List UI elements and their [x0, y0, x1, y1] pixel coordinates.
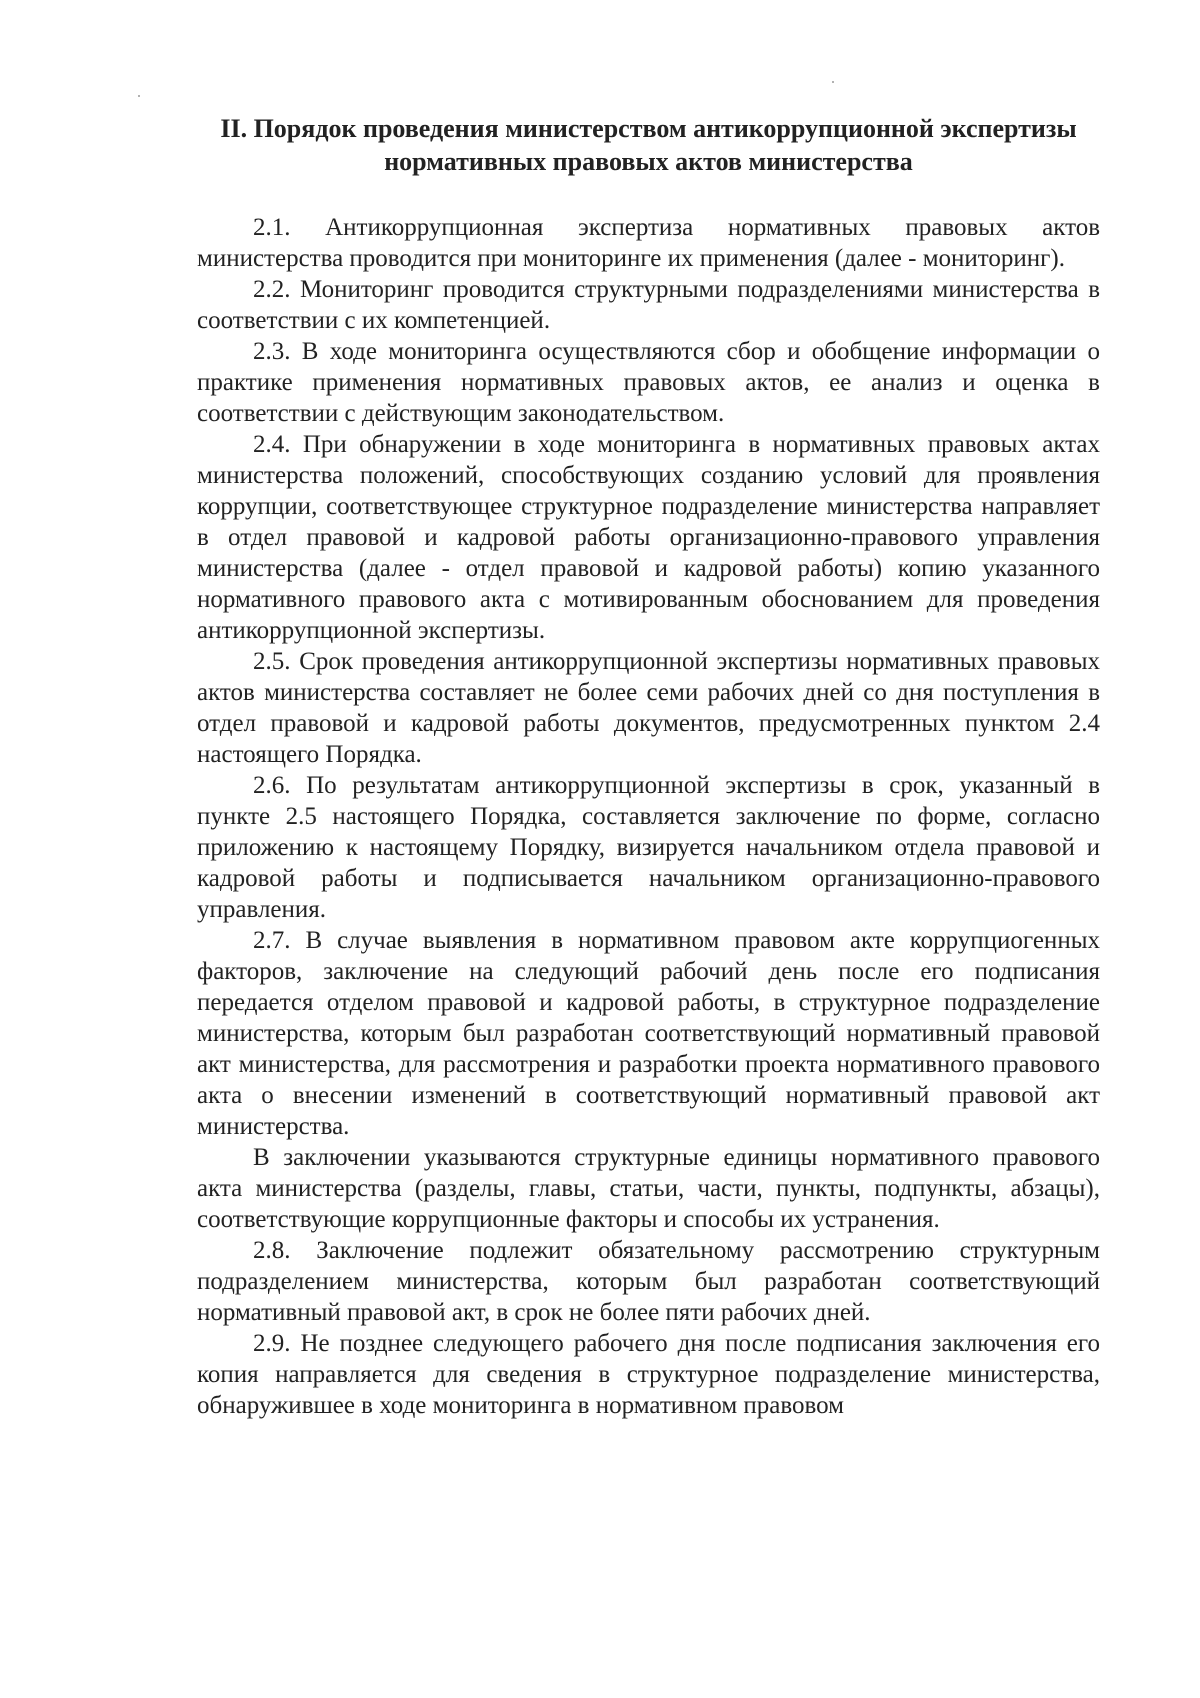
- paragraph-2-4: 2.4. При обнаружении в ходе мониторинга в нормативных правовых актах министерства положений, способствующих созданию условий для проявления коррупции, соответствующее структурное подразделение министерства направляет в отдел правовой и кадровой работы организационно-правового управления министерства (далее - отдел правовой и кадровой работы) копию указанного нормативного правового акта с мотивированным обоснованием для проведения антикоррупционной экспертизы.: [197, 431, 1100, 644]
- paragraph-2-3: 2.3. В ходе мониторинга осуществляются сбор и обобщение информации о практике применения нормативных правовых актов, ее анализ и оценка в соответствии с действующим законодательством.: [197, 338, 1100, 427]
- paragraph-2-9: 2.9. Не позднее следующего рабочего дня после подписания заключения его копия направляется для сведения в структурное подразделение министерства, обнаружившее в ходе мониторинга в нормативном правовом: [197, 1330, 1100, 1419]
- paragraph-2-7-conclusion: В заключении указываются структурные единицы нормативного правового акта министерства (разделы, главы, статьи, части, пункты, подпункты, абзацы), соответствующие коррупционные факторы и способы их устранения.: [197, 1144, 1100, 1233]
- paragraph-2-7: 2.7. В случае выявления в нормативном правовом акте коррупциогенных факторов, заключение на следующий рабочий день после его подписания передается отделом правовой и кадровой работы, в структурное подразделение министерства, которым был разработан соответствующий нормативный правовой акт министерства, для рассмотрения и разработки проекта нормативного правового акта о внесении изменений в соответствующий нормативный правовой акт министерства.: [197, 927, 1100, 1140]
- section-heading: II. Порядок проведения министерством антикоррупционной экспертизы нормативных правовых актов министерства: [220, 114, 1077, 176]
- paragraph-2-5: 2.5. Срок проведения антикоррупционной экспертизы нормативных правовых актов министерства составляет не более семи рабочих дней со дня поступления в отдел правовой и кадровой работы документов, предусмотренных пунктом 2.4 настоящего Порядка.: [197, 648, 1100, 768]
- paragraph-2-2: 2.2. Мониторинг проводится структурными подразделениями министерства в соответствии с их компетенцией.: [197, 276, 1100, 334]
- paragraph-2-6: 2.6. По результатам антикоррупционной экспертизы в срок, указанный в пункте 2.5 настоящего Порядка, составляется заключение по форме, согласно приложению к настоящему Порядку, визируется начальником отдела правовой и кадровой работы и подписывается начальником организационно-правового управления.: [197, 772, 1100, 923]
- scan-speck: [832, 81, 834, 83]
- paragraph-2-1: 2.1. Антикоррупционная экспертиза нормативных правовых актов министерства проводится при мониторинге их применения (далее - мониторинг).: [197, 214, 1100, 272]
- document-body: [197, 112, 1100, 1421]
- paragraph-2-8: 2.8. Заключение подлежит обязательному рассмотрению структурным подразделением министерства, которым был разработан соответствующий нормативный правовой акт, в срок не более пяти рабочих дней.: [197, 1237, 1100, 1326]
- scan-speck: [138, 95, 140, 97]
